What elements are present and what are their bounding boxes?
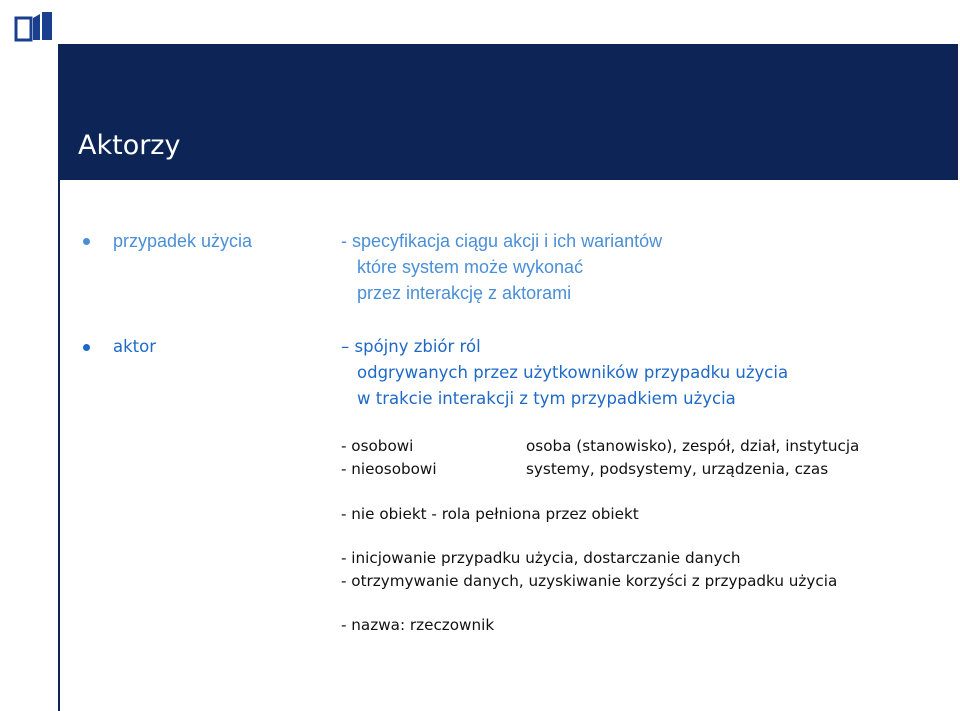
use-case-definition-line-3: przez interakcję z aktorami: [357, 283, 572, 303]
term-actor: aktor: [113, 337, 157, 356]
actor-definition-line-2: odgrywanych przez użytkowników przypadku użycia: [357, 363, 789, 382]
use-case-definition-line-2: które system może wykonać: [357, 257, 584, 277]
actor-type-nonpersonal: - nieosobowi: [341, 460, 437, 478]
slide-title: Aktorzy: [78, 130, 181, 161]
actor-type-nonpersonal-examples: systemy, podsystemy, urządzenia, czas: [526, 460, 829, 478]
actor-type-personal: - osobowi: [341, 437, 414, 455]
actor-definition-line-1: – spójny zbiór ról: [341, 337, 481, 356]
note-role: - nie obiekt - rola pełniona przez obiekt: [341, 505, 639, 523]
use-case-definition-line-1: - specyfikacja ciągu akcji i ich wariantów: [341, 231, 663, 251]
bullet-dot: [83, 344, 90, 351]
note-receiving: - otrzymywanie danych, uzyskiwanie korzyści z przypadku użycia: [341, 572, 838, 590]
term-use-case: przypadek użycia: [113, 231, 253, 251]
bullet-dot: [83, 238, 90, 245]
actor-definition-line-3: w trakcie interakcji z tym przypadkiem użycia: [357, 389, 736, 408]
actor-type-personal-examples: osoba (stanowisko), zespół, dział, instytucja: [526, 437, 860, 455]
note-initiating: - inicjowanie przypadku użycia, dostarczanie danych: [341, 549, 741, 567]
note-name: - nazwa: rzeczownik: [341, 616, 495, 634]
